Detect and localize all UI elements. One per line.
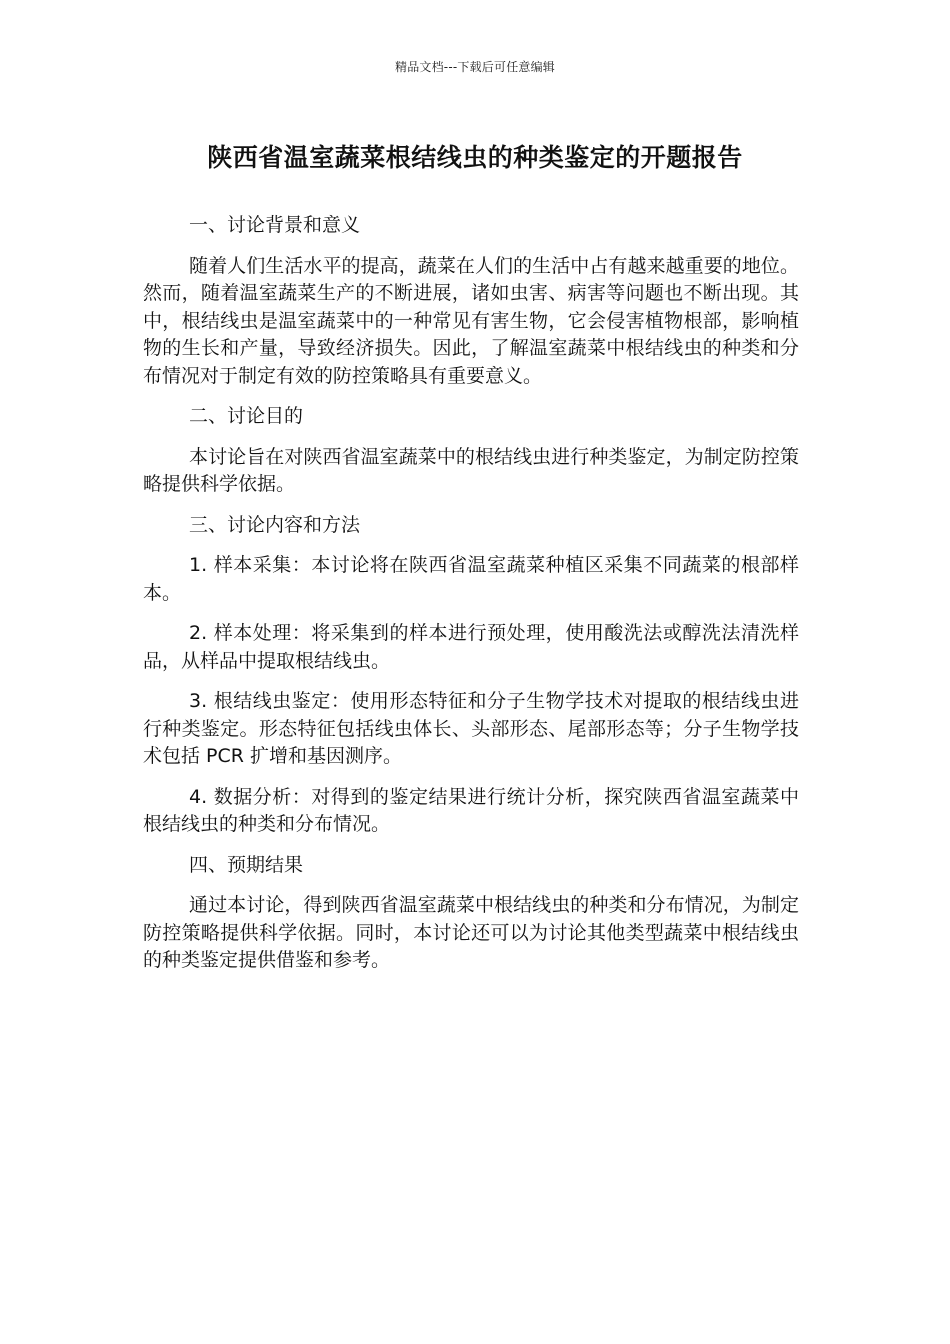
method-item-identification: 3. 根结线虫鉴定：使用形态特征和分子生物学技术对提取的根结线虫进行种类鉴定。形态特征包括线虫体长、头部形态、尾部形态等；分子生物学技术包括 PCR 扩增和基因测序。: [143, 690, 799, 767]
section-heading-method: 三、讨论内容和方法: [189, 513, 361, 536]
section-heading-purpose: 二、讨论目的: [189, 405, 304, 427]
section-heading-background: 一、讨论背景和意义: [189, 214, 361, 236]
paragraph-purpose: 本讨论旨在对陕西省温室蔬菜中的根结线虫进行种类鉴定，为制定防控策略提供科学依据。: [143, 445, 799, 495]
method-item-analysis: 4. 数据分析：对得到的鉴定结果进行统计分析，探究陕西省温室蔬菜中根结线虫的种类和分布情况。: [143, 785, 799, 835]
header-note: 精品文档---下载后可任意编辑: [395, 60, 555, 74]
method-item-processing: 2. 样本处理：将采集到的样本进行预处理，使用酸洗法或醇洗法清洗样品，从样品中提取根结线虫。: [143, 622, 799, 672]
document-title: 陕西省温室蔬菜根结线虫的种类鉴定的开题报告: [207, 143, 743, 172]
paragraph-results: 通过本讨论，得到陕西省温室蔬菜中根结线虫的种类和分布情况，为制定防控策略提供科学依据。同时，本讨论还可以为讨论其他类型蔬菜中根结线虫的种类鉴定提供借鉴和参考。: [143, 894, 799, 971]
method-item-sampling: 1. 样本采集：本讨论将在陕西省温室蔬菜种植区采集不同蔬菜的根部样本。: [143, 554, 799, 604]
document-body: [143, 212, 799, 988]
paragraph-background: 随着人们生活水平的提高，蔬菜在人们的生活中占有越来越重要的地位。然而，随着温室蔬菜生产的不断进展，诸如虫害、病害等问题也不断出现。其中，根结线虫是温室蔬菜中的一种常见有害生物，它会侵害植物根部，影响植物的生长和产量，导致经济损失。因此，了解温室蔬菜中根结线虫的种类和分布情况对于制定有效的防控策略具有重要意义。: [143, 254, 799, 387]
section-heading-results: 四、预期结果: [189, 853, 304, 876]
